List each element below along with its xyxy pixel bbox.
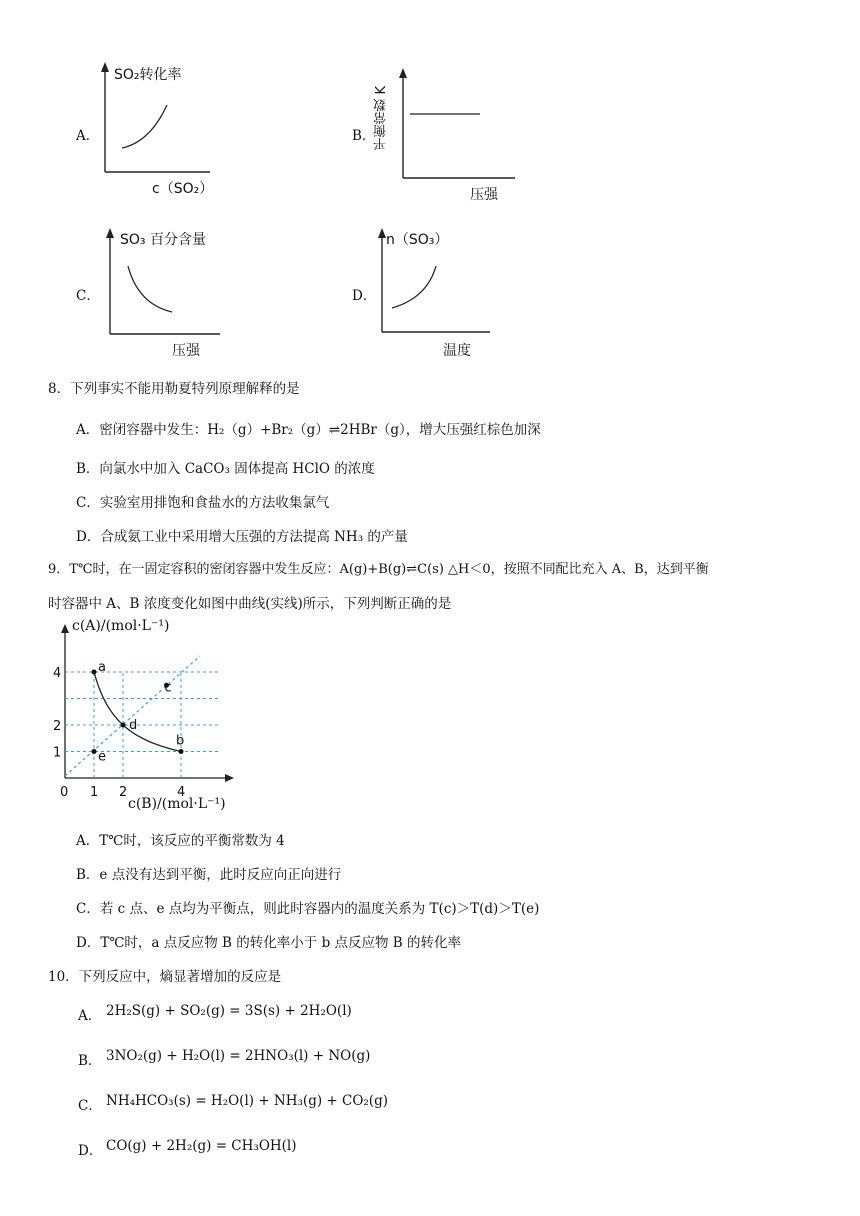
point-a (92, 670, 97, 675)
option-letter: B． (352, 128, 376, 144)
x-axis-arrow (225, 774, 234, 782)
graph-ylabel: c(A)/(mol·L⁻¹) (72, 618, 170, 634)
curve-decreasing (128, 266, 172, 312)
question-stem: 10．下列反应中，熵显著增加的反应是 (48, 969, 282, 985)
graph-b-ylabel: 平衡常数 K (374, 86, 389, 151)
guide-lines (65, 672, 219, 778)
x-tick-label: 2 (119, 785, 128, 800)
graph-d-xlabel: 温度 (443, 343, 471, 359)
graph-b-axes (395, 62, 535, 182)
graph-d-ylabel: n（SO₃） (386, 232, 449, 248)
equilibrium-graph-svg (40, 618, 260, 818)
option-letter: C． (76, 288, 100, 304)
x-tick-label: 4 (177, 785, 186, 800)
option-b: B．向氯水中加入 CaCO₃ 固体提高 HClO 的浓度 (76, 461, 375, 477)
option-letter: A． (76, 128, 100, 144)
origin-label: 0 (60, 785, 69, 800)
graph-b-xlabel: 压强 (470, 187, 498, 203)
point-label-d: d (129, 718, 138, 733)
point-label-b: b (176, 733, 185, 749)
curve-increasing (392, 266, 436, 308)
point-e (92, 749, 97, 754)
option-letter: D． (78, 1143, 103, 1159)
question-stem-line2: 时容器中 A、B 浓度变化如图中曲线(实线)所示，下列判断正确的是 (48, 596, 452, 612)
graph-a-xlabel: c（SO₂） (152, 181, 214, 197)
option-letter: B． (78, 1053, 102, 1069)
option-a: A．密闭容器中发生：H₂（g）+Br₂（g）⇌2HBr（g），增大压强红棕色加深 (76, 422, 541, 438)
graph-c-xlabel: 压强 (172, 343, 200, 359)
y-tick-label: 4 (53, 666, 62, 681)
y-axis-arrow (61, 624, 69, 633)
equation-a: 2H₂S(g) + SO₂(g) = 3S(s) + 2H₂O(l) (106, 1003, 352, 1019)
point-b (179, 749, 184, 754)
option-c: C．若 c 点、e 点均为平衡点，则此时容器内的温度关系为 T(c)＞T(d)＞T(e) (76, 901, 540, 917)
option-b: B．e 点没有达到平衡，此时反应向正向进行 (76, 867, 342, 883)
graph-xlabel: c(B)/(mol·L⁻¹) (128, 796, 226, 812)
point-d (121, 723, 126, 728)
option-c: C．实验室用排饱和食盐水的方法收集氯气 (76, 495, 330, 511)
point-label-e: e (98, 749, 106, 765)
option-d: D．T℃时，a 点反应物 B 的转化率小于 b 点反应物 B 的转化率 (76, 935, 461, 951)
option-a: A．T℃时，该反应的平衡常数为 4 (76, 833, 285, 849)
question-stem-line1: 9．T℃时，在一固定容积的密闭容器中发生反应：A(g)+B(g)⇌C(s) △H＜0，按照不同配比充入 A、B，达到平衡 (48, 562, 709, 577)
equation-c: NH₄HCO₃(s) = H₂O(l) + NH₃(g) + CO₂(g) (106, 1093, 388, 1109)
question-stem: 8．下列事实不能用勒夏特列原理解释的是 (48, 381, 300, 397)
equation-d: CO(g) + 2H₂(g) = CH₃OH(l) (106, 1138, 297, 1154)
point-label-a: a (98, 660, 106, 675)
y-tick-label: 1 (53, 745, 62, 761)
option-d: D．合成氨工业中采用增大压强的方法提高 NH₃ 的产量 (76, 529, 408, 545)
y-tick-label: 2 (53, 719, 62, 734)
x-tick-label: 1 (90, 785, 99, 800)
option-letter: A． (78, 1008, 102, 1024)
diagonal-dashed-line (65, 656, 200, 776)
option-letter: D． (352, 288, 377, 304)
graph-a-ylabel: SO₂转化率 (114, 67, 182, 83)
graph-c-ylabel: SO₃ 百分含量 (120, 232, 206, 248)
equation-b: 3NO₂(g) + H₂O(l) = 2HNO₃(l) + NO(g) (106, 1048, 371, 1064)
point-label-c: c (164, 680, 172, 696)
option-letter: C． (78, 1098, 102, 1114)
curve-increasing (122, 105, 167, 148)
